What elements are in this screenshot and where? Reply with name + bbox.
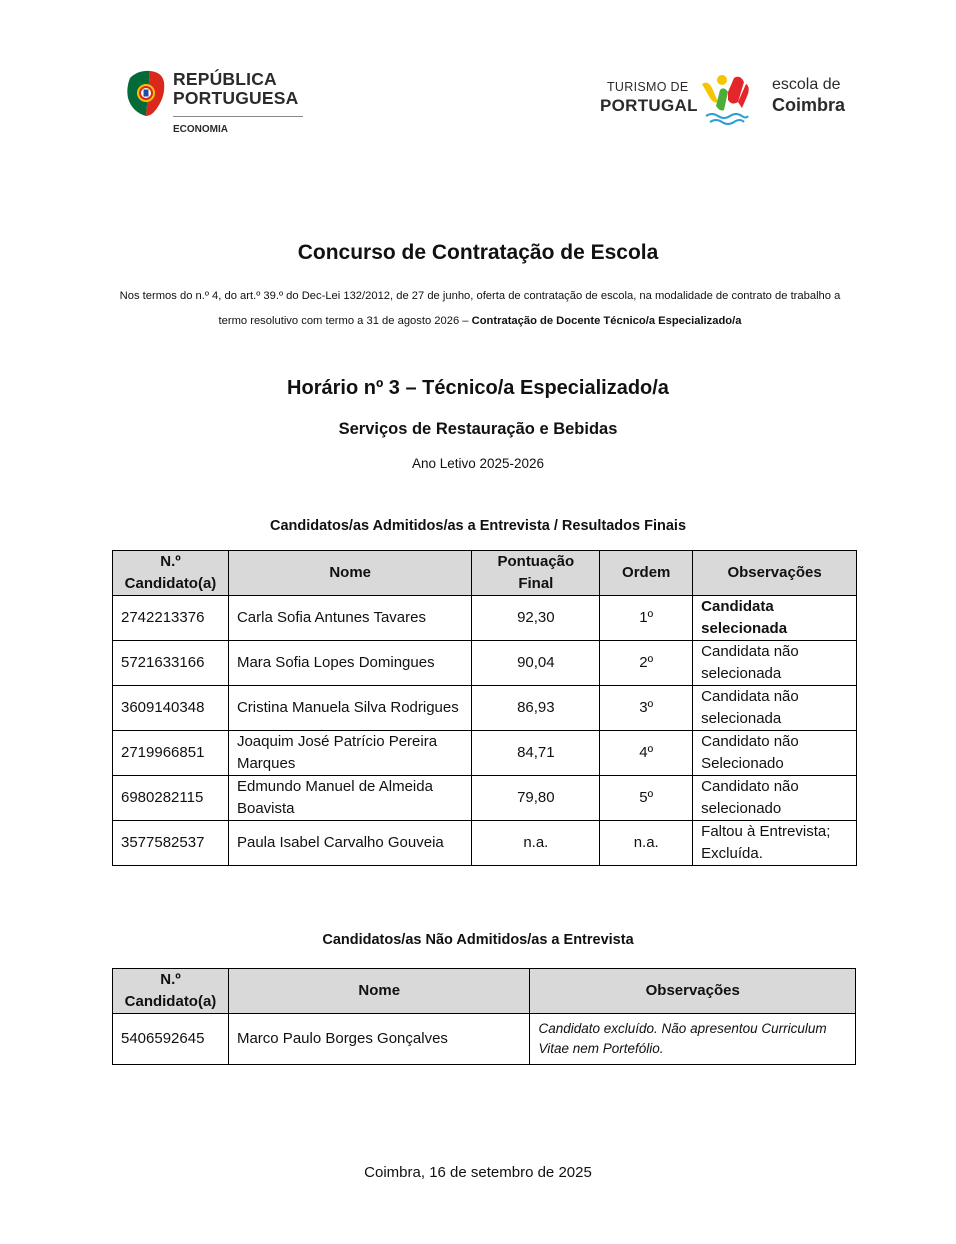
portugal-flag-emblem-icon [124,68,168,120]
nao-admitidos-table [112,968,856,1065]
ano-letivo: Ano Letivo 2025-2026 [411,456,545,471]
cell-nome: Paula Isabel Carvalho Gouveia [228,821,471,866]
admitidos-table [112,550,857,866]
cell-nome: Mara Sofia Lopes Domingues [228,641,471,686]
cell-pontuacao: 84,71 [472,731,600,776]
col-numero: N.º Candidato(a) [113,551,229,596]
cell-nome: Marco Paulo Borges Gonçalves [228,1014,530,1065]
table-row [113,641,857,686]
intro-text: Nos termos do n.º 4, do art.º 39.º do Dec-Lei 132/2012, de 27 de junho, oferta de contratação de escola, na modalidade de contrato de trabalho a termo resolutivo com termo a 31 de agosto 2026 – [119,290,841,327]
turismo-line2: PORTUGAL [600,96,698,115]
table-row [113,776,857,821]
col-nome: Nome [228,969,530,1014]
intro-paragraph [110,284,850,334]
cell-numero: 5406592645 [113,1014,229,1065]
escola-line1: escola de [772,76,841,93]
table-row [113,686,857,731]
escola-line2: Coimbra [772,95,846,115]
document-title: Concurso de Contratação de Escola [297,241,659,264]
cell-pontuacao: 86,93 [472,686,600,731]
republica-portuguesa-logo [124,68,314,140]
nao-admitidos-table-title: Candidatos/as Não Admitidos/as a Entrevista [322,932,634,948]
col-ordem: Ordem [600,551,693,596]
table-header-row [113,969,856,1014]
horario-heading: Horário nº 3 – Técnico/a Especializado/a [287,377,669,399]
col-observacoes: Observações [693,551,857,596]
table-row [113,596,857,641]
logo-divider [173,116,303,117]
cell-observacoes: Candidato não Selecionado [693,731,857,776]
table-row [113,731,857,776]
cell-observacoes: Faltou à Entrevista; Excluída. [693,821,857,866]
cell-observacoes: Candidata selecionada [693,596,857,641]
cell-nome: Edmundo Manuel de Almeida Boavista [228,776,471,821]
servico-heading: Serviços de Restauração e Bebidas [338,420,618,438]
admitidos-table-title: Candidatos/as Admitidos/as a Entrevista / Resultados Finais [269,518,687,534]
cell-numero: 3609140348 [113,686,229,731]
turismo-line1: TURISMO DE [607,80,689,94]
cell-nome: Joaquim José Patrício Pereira Marques [228,731,471,776]
cell-nome: Carla Sofia Antunes Tavares [228,596,471,641]
cell-observacoes: Candidato não selecionado [693,776,857,821]
turismo-portugal-logo [600,72,860,128]
cell-numero: 2742213376 [113,596,229,641]
ministry-label: ECONOMIA [173,124,228,135]
table-row [113,821,857,866]
table-row [113,1014,856,1065]
cell-ordem: n.a. [600,821,693,866]
cell-nome: Cristina Manuela Silva Rodrigues [228,686,471,731]
cell-ordem: 1º [600,596,693,641]
cell-observacoes: Candidata não selecionada [693,686,857,731]
cell-numero: 2719966851 [113,731,229,776]
col-nome: Nome [228,551,471,596]
cell-pontuacao: 92,30 [472,596,600,641]
cell-observacoes: Candidata não selecionada [693,641,857,686]
cell-pontuacao: 90,04 [472,641,600,686]
cell-numero: 3577582537 [113,821,229,866]
cell-ordem: 4º [600,731,693,776]
col-numero: N.º Candidato(a) [113,969,229,1014]
republica-line2: PORTUGUESA [173,88,299,108]
cell-numero: 6980282115 [113,776,229,821]
cell-ordem: 5º [600,776,693,821]
col-observacoes: Observações [530,969,856,1014]
cell-ordem: 2º [600,641,693,686]
republica-line1: REPÚBLICA [173,69,277,89]
cell-observacoes: Candidato excluído. Não apresentou Curriculum Vitae nem Portefólio. [530,1014,856,1065]
footer-date: Coimbra, 16 de setembro de 2025 [364,1164,592,1181]
intro-bold-text: Contratação de Docente Técnico/a Especializado/a [471,315,742,327]
cell-ordem: 3º [600,686,693,731]
cell-pontuacao: n.a. [472,821,600,866]
cell-numero: 5721633166 [113,641,229,686]
turismo-emblem-icon [698,72,754,128]
table-header-row [113,551,857,596]
cell-pontuacao: 79,80 [472,776,600,821]
col-pontuacao: Pontuação Final [472,551,600,596]
